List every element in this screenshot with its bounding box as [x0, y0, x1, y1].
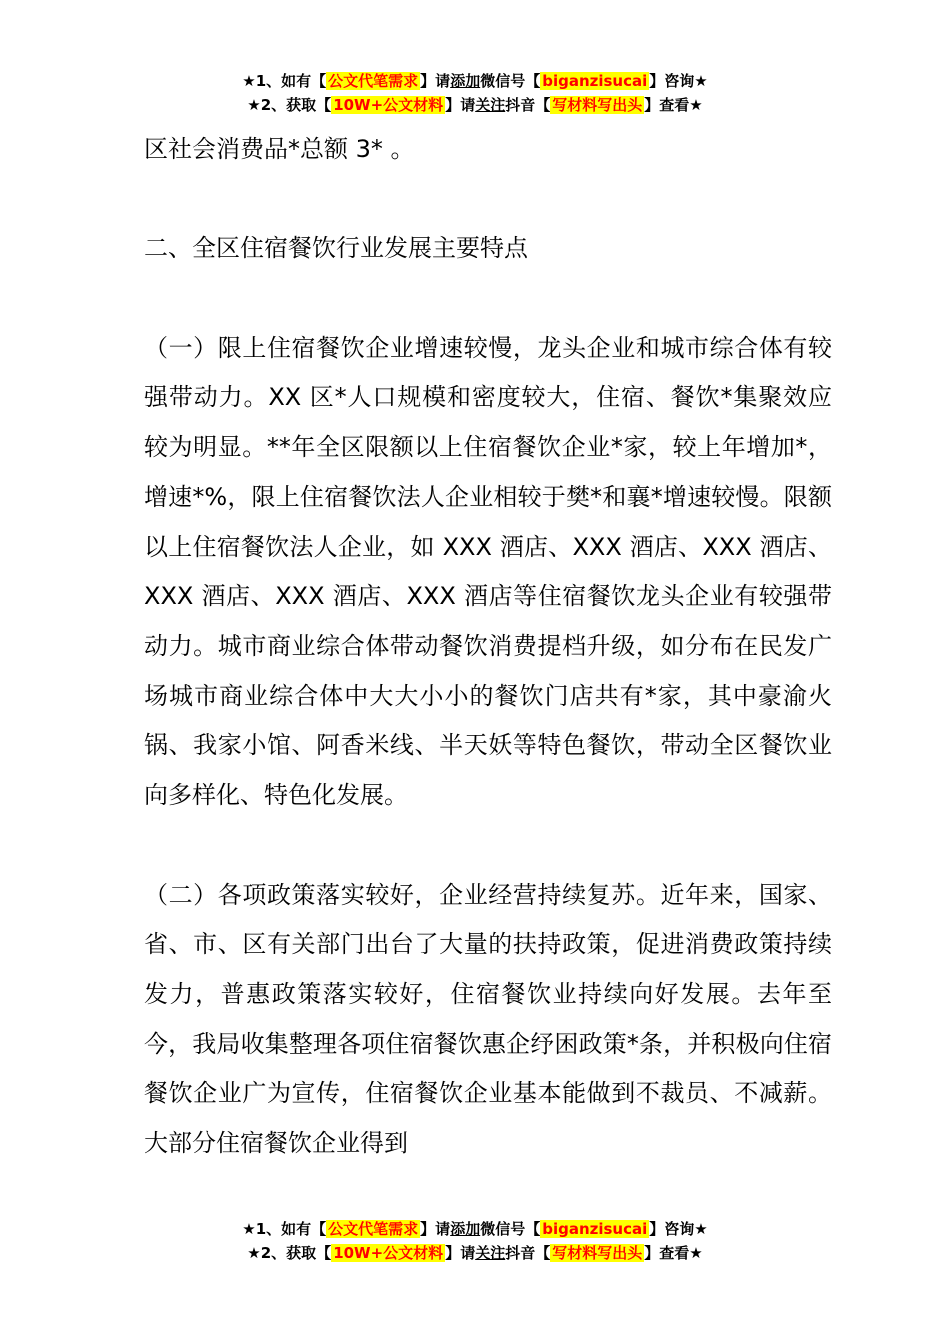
highlight-douyin-account: 写材料写出头	[552, 1244, 643, 1262]
highlight-service: 公文代笔需求	[328, 72, 419, 90]
highlight-douyin-account: 写材料写出头	[552, 96, 643, 114]
promo-line-2: ★2、获取【 10W+公文材料 】请关注抖音【 写材料写出头 】查看★	[247, 1244, 703, 1262]
promo-banner-top	[0, 69, 950, 117]
promo-line-2: ★2、获取【 10W+公文材料 】请关注抖音【 写材料写出头 】查看★	[247, 96, 703, 114]
section-heading: 二、全区住宿餐饮行业发展主要特点	[144, 234, 528, 263]
highlight-wechat-id: biganzisucai	[542, 1220, 648, 1238]
document-body	[144, 125, 832, 1169]
promo-line-1: ★1、如有【 公文代笔需求 】请添加微信号【 biganzisucai 】咨询★	[242, 1220, 708, 1238]
paragraph-one: （一）限上住宿餐饮企业增速较慢，龙头企业和城市综合体有较强带动力。XX 区*人口规模和密度较大，住宿、餐饮*集聚效应较为明显。**年全区限额以上住宿餐饮企业*家，较上年增加*，增速*%，限上住宿餐饮法人企业相较于樊*和襄*增速较慢。限额以上住宿餐饮法人企业，如 XXX 酒店、XXX 酒店、XXX 酒店、XXX 酒店、XXX 酒店、XXX 酒店等住宿餐饮龙头企业有较强带动力。城市商业综合体带动餐饮消费提档升级，如分布在民发广场城市商业综合体中大大小小的餐饮门店共有*家，其中豪渝火锅、我家小馆、阿香米线、半天妖等特色餐饮，带动全区餐饮业向多样化、特色化发展。	[144, 333, 832, 810]
promo-line-1: ★1、如有【 公文代笔需求 】请添加微信号【 biganzisucai 】咨询★	[242, 72, 708, 90]
paragraph-two: （二）各项政策落实较好，企业经营持续复苏。近年来，国家、省、市、区有关部门出台了大量的扶持政策，促进消费政策持续发力，普惠政策落实较好，住宿餐饮业持续向好发展。去年至今，我局收集整理各项住宿餐饮惠企纾困政策*条，并积极向住宿餐饮企业广为宣传，住宿餐饮企业基本能做到不裁员、不减薪。大部分住宿餐饮企业得到	[144, 880, 832, 1158]
highlight-materials: 10W+公文材料	[333, 96, 444, 114]
promo-banner-bottom	[0, 1217, 950, 1265]
highlight-service: 公文代笔需求	[328, 1220, 419, 1238]
highlight-materials: 10W+公文材料	[333, 1244, 444, 1262]
highlight-wechat-id: biganzisucai	[542, 72, 648, 90]
intro-paragraph: 区社会消费品*总额 3* 。	[144, 135, 415, 163]
